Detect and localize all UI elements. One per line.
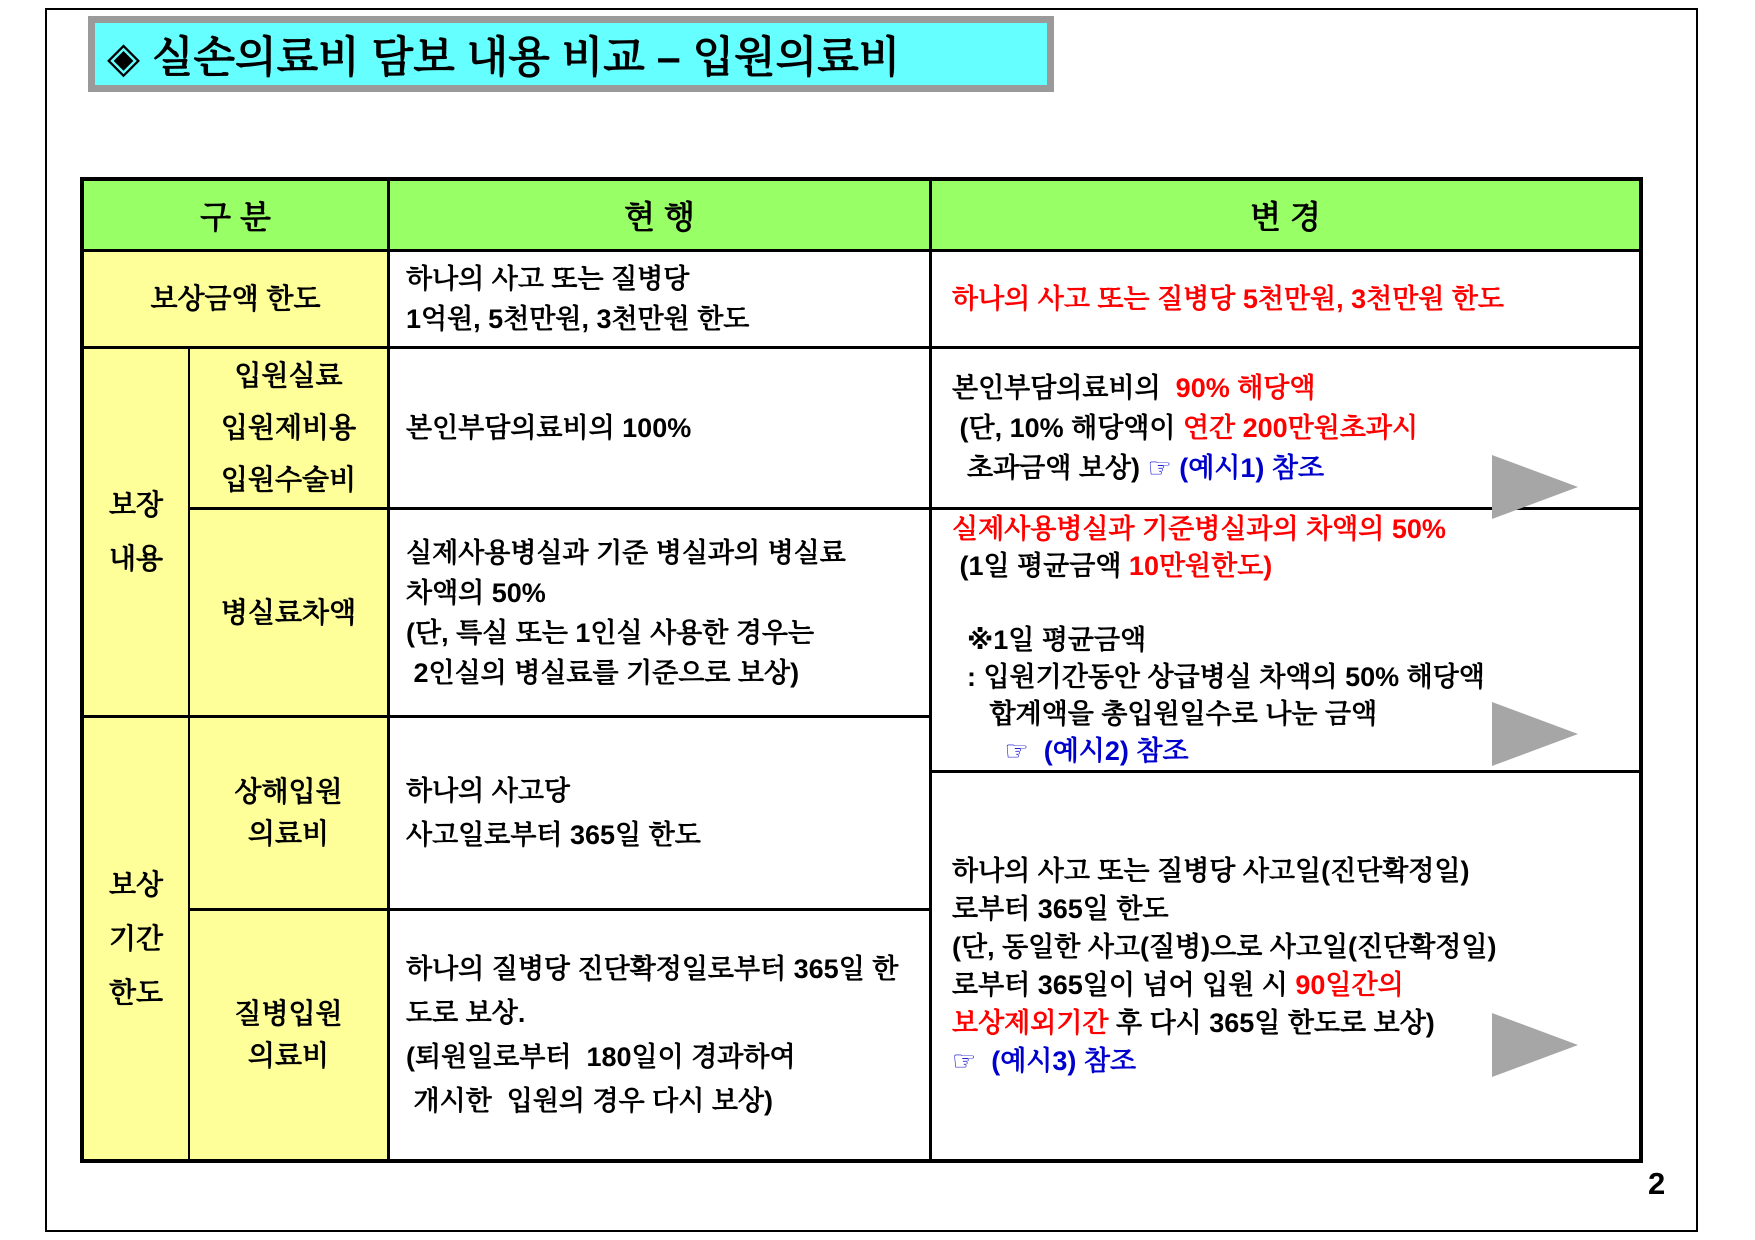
cell-ward-difference-current: 실제사용병실과 기준 병실과의 병실료 차액의 50% (단, 특실 또는 1인실 사용한 경우는 2인실의 병실료를 기준으로 보상) [390, 510, 929, 718]
page-title: ◈ 실손의료비 담보 내용 비교 – 입원의료비 [107, 33, 901, 82]
cell-hospitalization-fees-current: 본인부담의료비의 100% [390, 349, 929, 510]
arrow-right-icon [1492, 455, 1578, 519]
comparison-table [80, 177, 1643, 1163]
row-hospitalization-fees-label: 입원실료 입원제비용 입원수술비 [190, 349, 387, 510]
cell-amount-limit-current: 하나의 사고 또는 질병당 1억원, 5천만원, 3천만원 한도 [390, 252, 929, 349]
cell-amount-limit-changed: 하나의 사고 또는 질병당 5천만원, 3천만원 한도 [932, 252, 1639, 349]
category-split [84, 349, 387, 1159]
column-category [84, 181, 387, 1159]
arrow-right-icon [1492, 702, 1578, 766]
header-current-cell [390, 181, 929, 252]
row-ward-difference-label: 병실료차액 [190, 510, 387, 718]
row-injury-label: 상해입원 의료비 [190, 718, 387, 911]
cell-ward-difference-changed: 실제사용병실과 기준병실과의 차액의 50% (1일 평균금액 10만원한도) ※1일 평균금액 : 입원기간동안 상급병실 차액의 50% 해당액 합계액을 총입원일수로 나눈 금액 ☞ (예시2) 참조 [932, 510, 1639, 773]
section-coverage-label: 보장 내용 [84, 349, 188, 718]
section-period-label: 보상 기간 한도 [84, 718, 188, 1159]
cell-injury-current: 하나의 사고당 사고일로부터 365일 한도 [390, 718, 929, 911]
page-title-box [88, 16, 1054, 92]
header-current-label: 현 행 [624, 199, 695, 235]
cell-disease-current: 하나의 질병당 진단확정일로부터 365일 한 도로 보상. (퇴원일로부터 180일이 경과하여 개시한 입원의 경우 다시 보상) [406, 954, 899, 1116]
section-label-column [84, 349, 190, 1159]
page-number: 2 [1648, 1166, 1666, 1201]
header-changed-cell [932, 181, 1639, 252]
subcategory-column [190, 349, 387, 1159]
header-category-cell [84, 181, 387, 252]
arrow-right-icon [1492, 1013, 1578, 1077]
column-current [387, 181, 929, 1159]
row-disease-label: 질병입원 의료비 [190, 911, 387, 1159]
cell-period-changed: 하나의 사고 또는 질병당 사고일(진단확정일) 로부터 365일 한도 (단, 동일한 사고(질병)으로 사고일(진단확정일) 로부터 365일이 넘어 입원 시 90일간의 보상제외기간 후 다시 365일 한도로 보상) ☞ (예시3) 참조 [952, 856, 1497, 1076]
cell-hospitalization-fees-changed: 본인부담의료비의 90% 해당액 (단, 10% 해당액이 연간 200만원초과시 초과금액 보상) ☞ (예시1) 참조 [932, 349, 1639, 510]
row-amount-limit-label: 보상금액 한도 [84, 252, 387, 349]
header-changed-label: 변 경 [1250, 199, 1321, 235]
header-category-label: 구 분 [200, 199, 271, 235]
